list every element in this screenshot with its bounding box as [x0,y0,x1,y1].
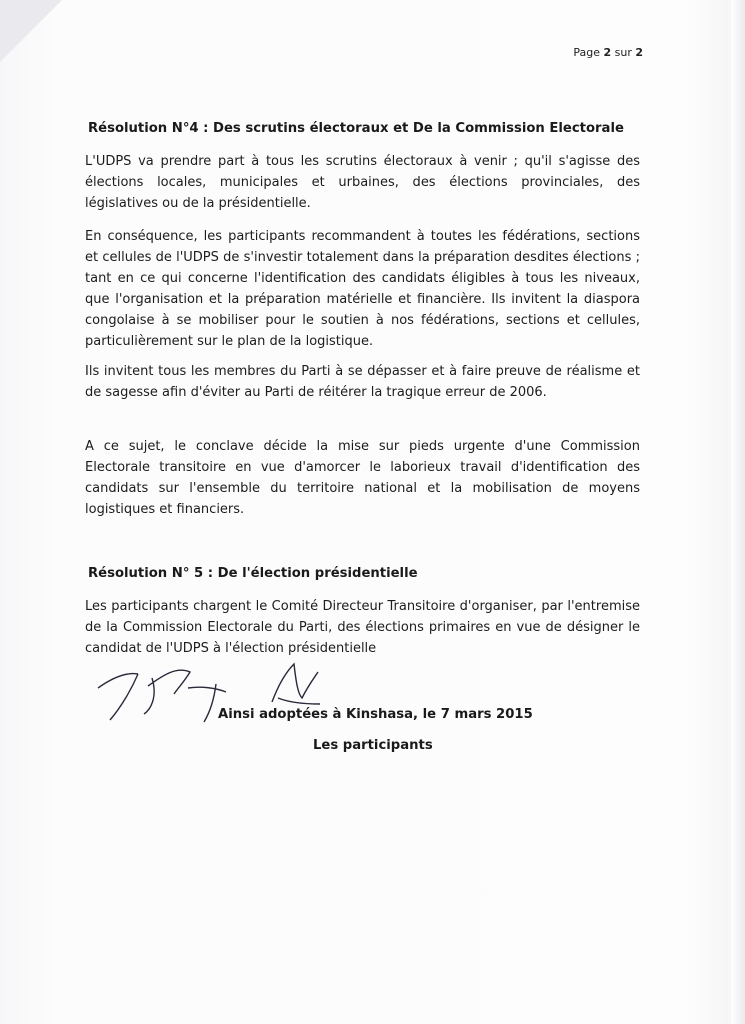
signatories-label: Les participants [313,738,433,753]
resolution-4-paragraph-2: En conséquence, les participants recommandent à toutes les fédérations, sections et cellules de l'UDPS de s'investir totalement dans la préparation desdites élections ; tant en ce qui concerne l'identification des candidats éligibles à tous les niveaux, que l'organisation et la préparation matérielle et financière. Ils invitent la diaspora congolaise à se mobiliser pour le soutien à nos fédérations, sections et cellules, particulièrement sur le plan de la logistique. [85,229,640,349]
page-edge-shadow [731,0,745,1024]
resolution-4-paragraph-1: L'UDPS va prendre part à tous les scrutins électoraux à venir ; qu'il s'agisse des élections locales, municipales et urbaines, des élections provinciales, des législatives ou de la présidentielle. [85,154,640,211]
resolution-5-paragraph: Les participants chargent le Comité Directeur Transitoire d'organiser, par l'entremise de la Commission Electorale du Parti, des élections primaires en vue de désigner le candidat de l'UDPS à l'élection présidentielle [85,599,640,656]
folded-corner [0,0,62,62]
resolution-4-paragraph-3: Ils invitent tous les membres du Parti à se dépasser et à faire preuve de réalisme et de sagesse afin d'éviter au Parti de réitérer la tragique erreur de 2006. [85,364,640,400]
resolution-4-heading: Résolution N°4 : Des scrutins électoraux et De la Commission Electorale [88,121,624,136]
page-number: Page 2 sur 2 [573,46,643,59]
resolution-4-paragraph-4: A ce sujet, le conclave décide la mise sur pieds urgente d'une Commission Electorale transitoire en vue d'amorcer le laborieux travail d'identification des candidats sur l'ensemble du territoire national et la mobilisation de moyens logistiques et financiers. [85,439,640,517]
adoption-place-date: Ainsi adoptées à Kinshasa, le 7 mars 2015 [218,707,533,722]
resolution-5-heading: Résolution N° 5 : De l'élection présidentielle [88,566,418,581]
